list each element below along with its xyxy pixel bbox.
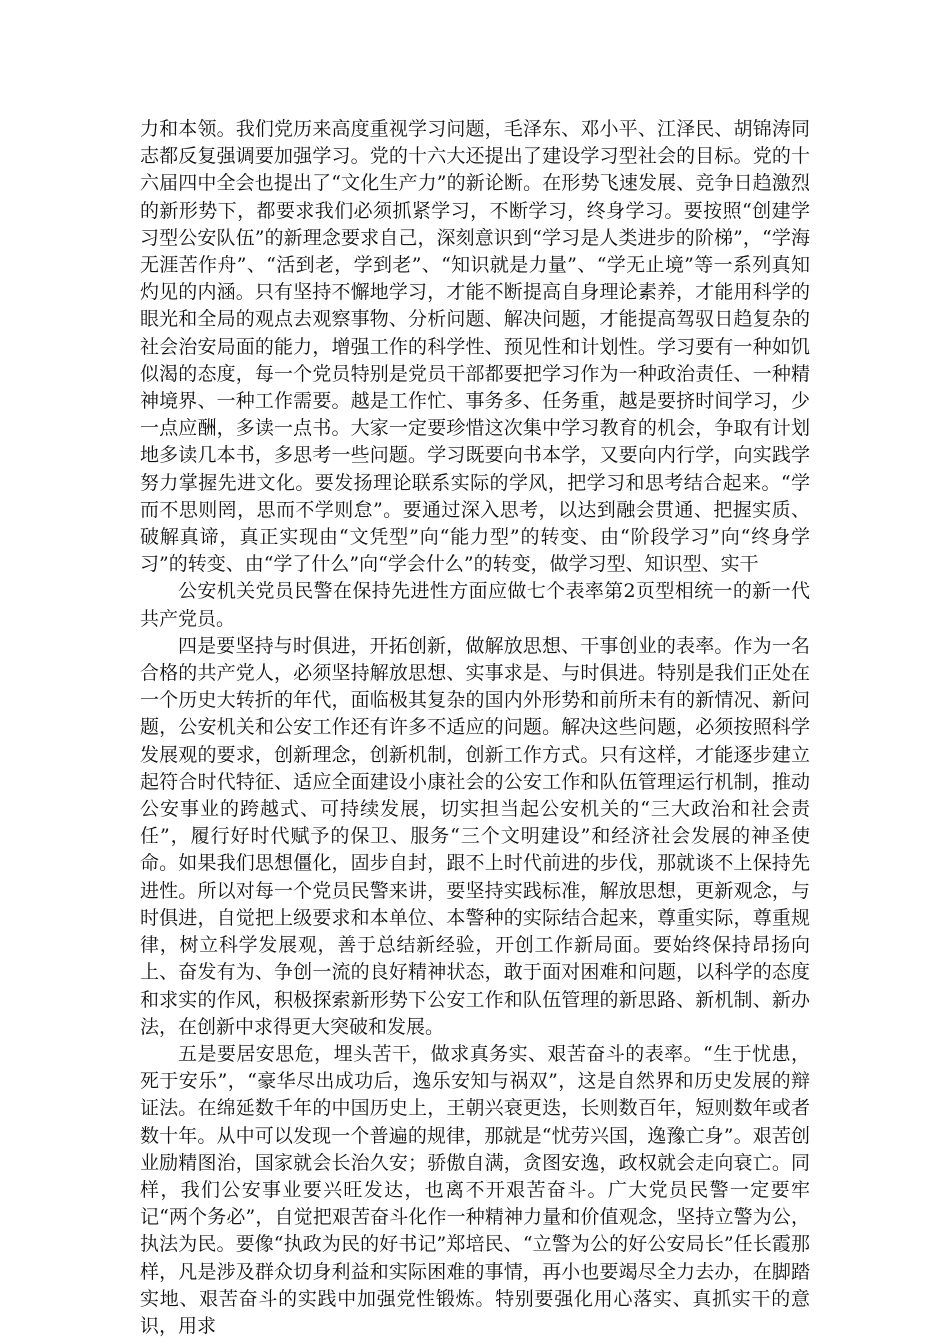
paragraph-4: 五是要居安思危，埋头苦干，做求真务实、艰苦奋斗的表率。“生于忧患，死于安乐”，“豪华尽出成功后，逸乐安知与祸双”，这是自然界和历史发展的辩证法。在绵延数千年的中国历史上，王朝兴衰更迭，长则数百年，短则数年或者数十年。从中可以发现一个普遍的规律，那就是“忧劳兴国，逸豫亡身”。艰苦创业励精图治，国家就会长治久安；骄傲自满，贪图安逸，政权就会走向衰亡。同样，我们公安事业要兴旺发达，也离不开艰苦奋斗。广大党员民警一定要牢记“两个务必”，自觉把艰苦奋斗化作一种精神力量和价值观念，坚持立警为公，执法为民。要像“执政为民的好书记”郑培民、“立警为公的好公安局长”任长霞那样，凡是涉及群众切身利益和实际困难的事情，再小也要竭尽全力去办，在脚踏实地、艰苦奋斗的实践中加强党性锻炼。特别要强化用心落实、真抓实干的意识，用求 bbox=[140, 1042, 810, 1337]
paragraph-2: 公安机关党员民警在保持先进性方面应做七个表率第2页型相统一的新一代共产党员。 bbox=[140, 580, 810, 630]
document-body bbox=[140, 116, 810, 1340]
paragraph-1: 力和本领。我们党历来高度重视学习问题，毛泽东、邓小平、江泽民、胡锦涛同志都反复强调要加强学习。党的十六大还提出了建设学习型社会的目标。党的十六届四中全会也提出了“文化生产力”的新论断。在形势飞速发展、竞争日趋激烈的新形势下，都要求我们必须抓紧学习，不断学习，终身学习。要按照“创建学习型公安队伍”的新理念要求自己，深刻意识到“学习是人类进步的阶梯”，“学海无涯苦作舟”、“活到老，学到老”、“知识就是力量”、“学无止境”等一系列真知灼见的内涵。只有坚持不懈地学习，才能不断提高自身理论素养，才能用科学的眼光和全局的观点去观察事物、分析问题、解决问题，才能提高驾驭日趋复杂的社会治安局面的能力，增强工作的科学性、预见性和计划性。学习要有一种如饥似渴的态度，每一个党员特别是党员干部都要把学习作为一种政治责任、一种精神境界、一种工作需要。越是工作忙、事务多、任务重，越是要挤时间学习，少一点应酬，多读一点书。大家一定要珍惜这次集中学习教育的机会，争取有计划地多读几本书，多思考一些问题。学习既要向书本学，又要向内行学，向实践学努力掌握先进文化。要发扬理论联系实际的学风，把学习和思考结合起来。“学而不思则罔，思而不学则怠”。要通过深入思考，以达到融会贯通、把握实质、破解真谛，真正实现由“文凭型”向“能力型”的转变、由“阶段学习”向“终身学习”的转变、由“学了什么”向“学会什么”的转变，做学习型、知识型、实干 bbox=[140, 118, 810, 576]
paragraph-3: 四是要坚持与时俱进，开拓创新，做解放思想、干事创业的表率。作为一名合格的共产党人，必须坚持解放思想、实事求是、与时俱进。特别是我们正处在一个历史大转折的年代，面临极其复杂的国内外形势和前所未有的新情况、新问题，公安机关和公安工作还有许多不适应的问题。解决这些问题，必须按照科学发展观的要求，创新理念，创新机制，创新工作方式。只有这样，才能逐步建立起符合时代特征、适应全面建设小康社会的公安工作和队伍管理运行机制，推动公安事业的跨越式、可持续发展，切实担当起公安机关的“三大政治和社会责任”，履行好时代赋予的保卫、服务“三个文明建设”和经济社会发展的神圣使命。如果我们思想僵化，固步自封，跟不上时代前进的步伐，那就谈不上保持先进性。所以对每一个党员民警来讲，要坚持实践标准，解放思想，更新观念，与时俱进，自觉把上级要求和本单位、本警种的实际结合起来，尊重实际，尊重规律，树立科学发展观，善于总结新经验，开创工作新局面。要始终保持昂扬向上、奋发有为、争创一流的良好精神状态，敢于面对困难和问题，以科学的态度和求实的作风，积极探索新形势下公安工作和队伍管理的新思路、新机制、新办法，在创新中求得更大突破和发展。 bbox=[140, 634, 810, 1038]
